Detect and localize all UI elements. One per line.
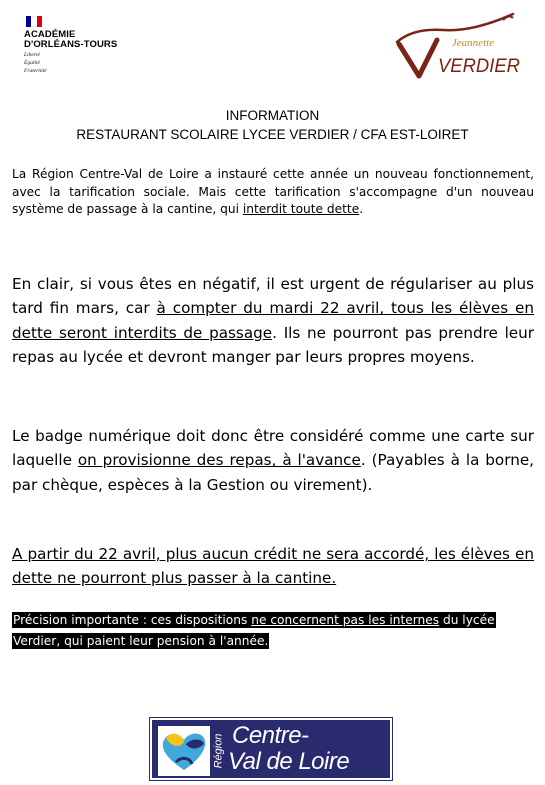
underlined-text: on provisionne des repas, à l'avance (77, 451, 361, 470)
page-subtitle: RESTAURANT SCOLAIRE LYCEE VERDIER / CFA EST-LOIRET (76, 127, 469, 142)
region-name (228, 722, 350, 775)
note-end: du lycée Verdier, qui paient leur pension à l'année. (13, 613, 495, 648)
academie-line1: ACADÉMIE (24, 29, 76, 40)
region-name-line2: Val de Loire (228, 748, 350, 775)
paragraph-text: Le badge numérique doit donc être considéré comme une carte sur laquelle (12, 427, 534, 470)
page-title: INFORMATION (225, 108, 320, 123)
region-name-line1: Centre- (232, 722, 309, 749)
note-underlined-text: ne concernent pas les internes (251, 613, 440, 627)
region-heart-icon (158, 726, 210, 776)
underlined-text: A partir du 22 avril, plus aucun crédit ne sera accordé, les élèves en dette ne pourront plus passer à la cantine. (12, 545, 534, 588)
lycee-verdier-logo (393, 10, 528, 82)
region-vertical-label: Région (212, 733, 225, 769)
academie-logo (24, 16, 144, 74)
underlined-text: à compter du mardi 22 avril, tous les élèves en dette seront interdits de passage (12, 299, 535, 342)
paragraph-end: . Ils ne pourront pas prendre leur repas au lycée et devront manger par leurs propres moyens. (12, 323, 535, 366)
paragraph-end: . (359, 202, 364, 217)
academie-motto-1: Liberté (24, 52, 40, 58)
paragraph-text: En clair, si vous êtes en négatif, il est urgent de régulariser au plus tard fin mars, car (12, 275, 534, 318)
paragraph-no-credit (12, 542, 534, 591)
republique-flag-icon (26, 16, 42, 27)
logo-v-icon (399, 40, 437, 76)
academie-motto-3: Fraternité (24, 68, 47, 74)
academie-motto-2: Égalité (24, 60, 40, 66)
paragraph-end: . (Payables à la borne, par chèque, espèces à la Gestion ou virement). (12, 451, 534, 494)
logo-script-text: Jeannette (451, 37, 495, 49)
paragraph-deadline (12, 272, 534, 369)
important-note (12, 610, 534, 652)
logo-name-text: VERDIER (438, 56, 521, 77)
paragraph-badge (12, 424, 534, 497)
underlined-text: interdit toute dette (242, 202, 360, 217)
academie-line2: D'ORLÉANS-TOURS (24, 39, 118, 50)
paragraph-tarification (12, 166, 534, 219)
paragraph-text: La Région Centre-Val de Loire a instauré cette année un nouveau fonctionnement, avec la tarification sociale. Mais cette tarification s'accompagne d'un nouveau système de passage à la cantine, qui (12, 167, 534, 217)
region-logo (150, 718, 392, 780)
note-text: Précision importante : ces dispositions (13, 613, 252, 627)
